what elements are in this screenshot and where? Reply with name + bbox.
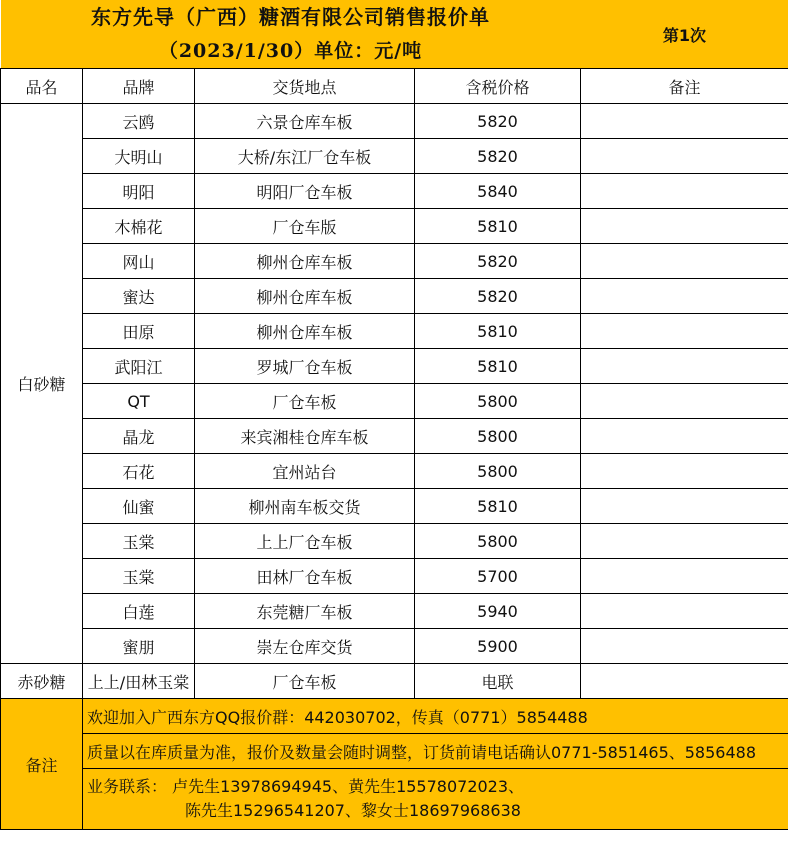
table-row: [1, 244, 788, 279]
location-cell: 柳州仓库车板: [195, 314, 415, 349]
col-header-location: 交货地点: [195, 69, 415, 104]
location-cell: 柳州仓库车板: [195, 279, 415, 314]
price-cell: 5800: [415, 454, 581, 489]
brand-cell: 武阳江: [83, 349, 195, 384]
note-cell: [581, 524, 788, 559]
brand-cell: 上上/田林玉棠: [83, 664, 195, 699]
brand-cell: 晶龙: [83, 419, 195, 454]
page-title: 东方先导（广西）糖酒有限公司销售报价单: [91, 5, 490, 29]
price-cell: 5820: [415, 279, 581, 314]
contact-line-1: 业务联系： 卢先生13978694945、黄先生15578072023、: [87, 777, 525, 796]
price-cell: 5840: [415, 174, 581, 209]
category-brown-sugar: 赤砂糖: [1, 664, 83, 699]
note-cell: [581, 559, 788, 594]
table-row: [1, 314, 788, 349]
price-cell: 5820: [415, 104, 581, 139]
location-cell: 来宾湘桂仓库车板: [195, 419, 415, 454]
location-cell: 田林厂仓车板: [195, 559, 415, 594]
col-header-product: 品名: [1, 69, 83, 104]
brand-cell: 蜜朋: [83, 629, 195, 664]
col-header-brand: 品牌: [83, 69, 195, 104]
table-row: [1, 104, 788, 139]
price-cell: 5900: [415, 629, 581, 664]
note-cell: [581, 104, 788, 139]
brand-cell: 玉棠: [83, 559, 195, 594]
table-row: [1, 489, 788, 524]
price-cell: 5810: [415, 349, 581, 384]
brand-cell: 大明山: [83, 139, 195, 174]
contact-note: [83, 769, 788, 830]
price-cell: 5940: [415, 594, 581, 629]
price-cell: 5810: [415, 489, 581, 524]
header-row: [1, 0, 788, 69]
note-cell: [581, 244, 788, 279]
table-row: [1, 594, 788, 629]
location-cell: 上上厂仓车板: [195, 524, 415, 559]
table-row: [1, 139, 788, 174]
note-cell: [581, 489, 788, 524]
note-cell: [581, 384, 788, 419]
price-cell: 电联: [415, 664, 581, 699]
col-header-note: 备注: [581, 69, 788, 104]
table-row: [1, 174, 788, 209]
brand-cell: 白莲: [83, 594, 195, 629]
brand-cell: QT: [83, 384, 195, 419]
table-row: [1, 349, 788, 384]
price-cell: 5820: [415, 139, 581, 174]
notes-row-1: [1, 699, 788, 734]
notes-row-2: [1, 734, 788, 769]
brand-cell: 仙蜜: [83, 489, 195, 524]
note-cell: [581, 314, 788, 349]
location-cell: 宜州站台: [195, 454, 415, 489]
table-row: [1, 209, 788, 244]
location-cell: 大桥/东江厂仓车板: [195, 139, 415, 174]
brand-cell: 蜜达: [83, 279, 195, 314]
brand-cell: 云鸥: [83, 104, 195, 139]
brand-cell: 田原: [83, 314, 195, 349]
quote-round: 第1次: [662, 25, 707, 45]
location-cell: 六景仓库车板: [195, 104, 415, 139]
location-cell: 厂仓车版: [195, 209, 415, 244]
table-row: [1, 524, 788, 559]
note-cell: [581, 174, 788, 209]
price-cell: 5820: [415, 244, 581, 279]
table-row: [1, 419, 788, 454]
qq-group-note: 欢迎加入广西东方QQ报价群：442030702，传真（0771）5854488: [83, 699, 788, 734]
table-row: [1, 384, 788, 419]
column-header-row: [1, 69, 788, 104]
note-cell: [581, 209, 788, 244]
col-header-price: 含税价格: [415, 69, 581, 104]
notes-row-3: [1, 769, 788, 830]
notes-label: 备注: [1, 699, 83, 830]
table-row-brown-sugar: [1, 664, 788, 699]
note-cell: [581, 349, 788, 384]
brand-cell: 网山: [83, 244, 195, 279]
location-cell: 柳州仓库车板: [195, 244, 415, 279]
location-cell: 柳州南车板交货: [195, 489, 415, 524]
location-cell: 东莞糖厂车板: [195, 594, 415, 629]
quality-note: 质量以在库质量为准，报价及数量会随时调整，订货前请电话确认0771-5851465、5856488: [83, 734, 788, 769]
location-cell: 崇左仓库交货: [195, 629, 415, 664]
price-cell: 5810: [415, 209, 581, 244]
location-cell: 厂仓车板: [195, 664, 415, 699]
price-cell: 5800: [415, 419, 581, 454]
location-cell: 罗城厂仓车板: [195, 349, 415, 384]
table-row: [1, 629, 788, 664]
note-cell: [581, 629, 788, 664]
price-cell: 5800: [415, 524, 581, 559]
brand-cell: 石花: [83, 454, 195, 489]
title-block: [1, 0, 581, 69]
table-row: [1, 279, 788, 314]
contact-line-2: 陈先生15296541207、黎女士18697968638: [185, 801, 521, 820]
brand-cell: 明阳: [83, 174, 195, 209]
category-white-sugar: 白砂糖: [1, 104, 83, 664]
brand-cell: 木棉花: [83, 209, 195, 244]
table-row: [1, 559, 788, 594]
brand-cell: 玉棠: [83, 524, 195, 559]
note-cell: [581, 279, 788, 314]
price-cell: 5700: [415, 559, 581, 594]
price-cell: 5800: [415, 384, 581, 419]
note-cell: [581, 454, 788, 489]
note-cell: [581, 139, 788, 174]
note-cell: [581, 664, 788, 699]
page-subtitle: （2023/1/30）单位：元/吨: [158, 40, 423, 62]
note-cell: [581, 419, 788, 454]
price-cell: 5810: [415, 314, 581, 349]
location-cell: 厂仓车板: [195, 384, 415, 419]
location-cell: 明阳厂仓车板: [195, 174, 415, 209]
note-cell: [581, 594, 788, 629]
table-row: [1, 454, 788, 489]
